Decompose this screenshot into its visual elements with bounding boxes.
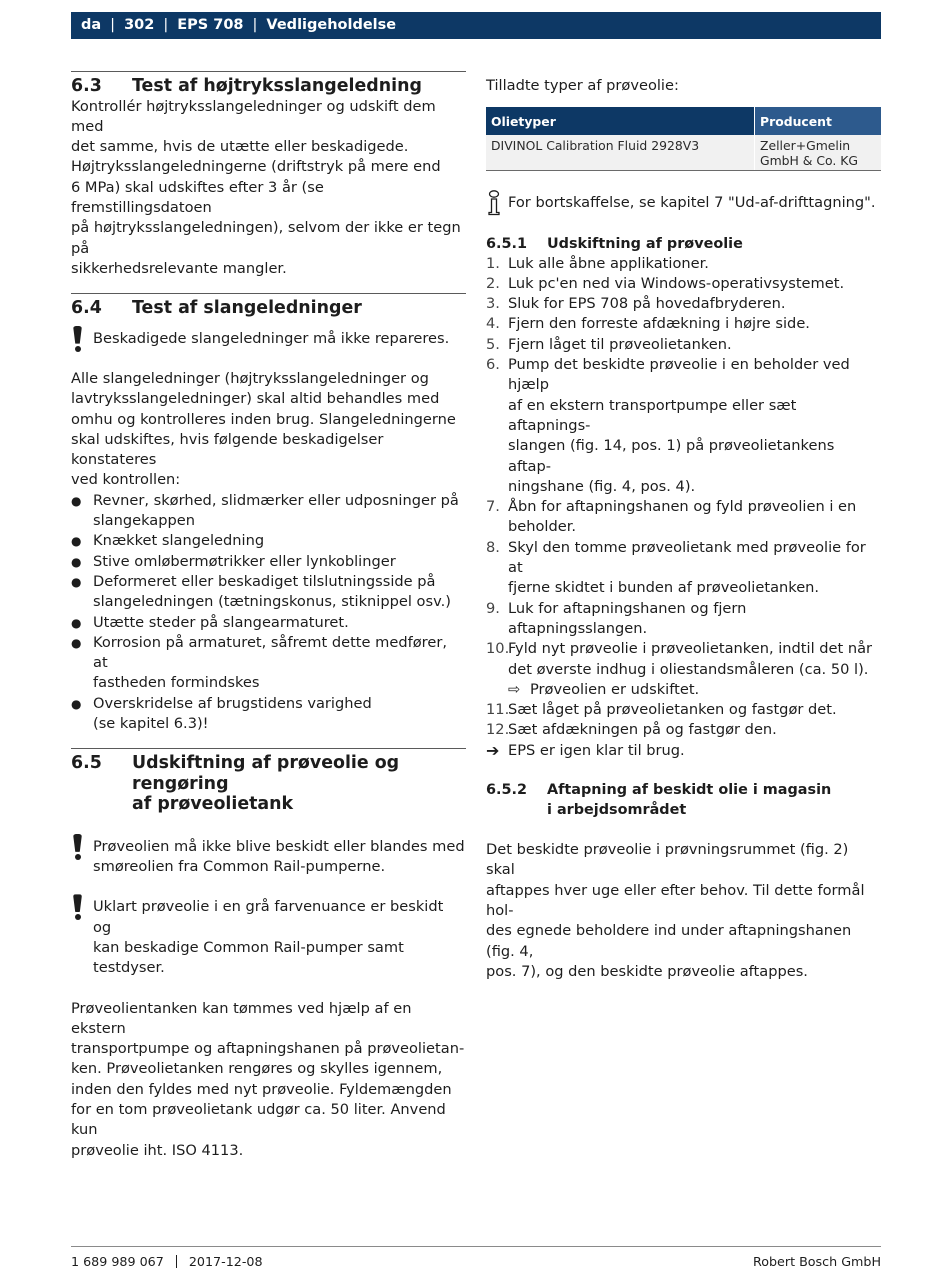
list-item: 6. Pump det beskidte prøveolie i en beholder ved hjælp af en ekstern transportpumpe eller sæt aftapnings- slangen (fig. 14, pos. 1) på prøveolietankens aftap- ningshane (fig. 4, pos. 4). [486, 356, 850, 495]
section-6-4-rule [71, 293, 466, 294]
header-page-number: 302 [124, 17, 155, 33]
section-number: 6.5.2 [486, 782, 527, 799]
text-line: inden den fyldes med nyt prøveolie. Fyldemængden [71, 1080, 452, 1098]
section-number: 6.4 [71, 298, 102, 319]
warning-exclamation-icon [71, 897, 93, 917]
text-line: transportpumpe og aftapningshanen på prøveolietan- [71, 1040, 465, 1058]
section-6-4-heading [71, 298, 466, 319]
section-6-5-2-paragraph [486, 840, 881, 982]
text-line: ved kontrollen: [71, 471, 181, 489]
page-footer [71, 1253, 881, 1271]
section-6-5-paragraph [71, 999, 466, 1161]
section-6-3-paragraph [71, 97, 466, 280]
table-row [486, 135, 881, 171]
list-item: ● Korrosion på armaturet, såfremt dette medfører, at fastheden formindskes [71, 633, 447, 692]
oil-replacement-steps [486, 254, 881, 680]
warning-note [71, 329, 466, 349]
warning-text: Prøveolien må ikke blive beskidt eller blandes med smøreolien fra Common Rail-pumperne. [93, 837, 465, 876]
text-line: Højtryksslangeledningerne (driftstryk på mere end [71, 158, 441, 176]
list-item: 3. Sluk for EPS 708 på hovedafbryderen. [486, 295, 786, 313]
info-note [486, 193, 881, 213]
list-item: 12. Sæt afdækningen på og fastgør den. [486, 721, 777, 739]
result-text: Prøveolien er udskiftet. [530, 680, 700, 698]
section-6-4-paragraph [71, 369, 466, 491]
section-6-5-2-heading [486, 780, 881, 820]
final-result-text: EPS er igen klar til brug. [508, 741, 685, 759]
text-line: Prøveolientanken kan tømmes ved hjælp af en ekstern [71, 999, 412, 1037]
list-item: ● Deformeret eller beskadiget tilslutningsside på slangeledningen (tætningskonus, stiknippel osv.) [71, 572, 451, 611]
final-result [486, 741, 881, 761]
text-line: prøveolie iht. ISO 4113. [71, 1141, 244, 1159]
warning-exclamation-icon [71, 329, 93, 349]
footer-document-number: 1 689 989 067 [71, 1254, 164, 1269]
header-section: Vedligeholdelse [266, 17, 397, 33]
text-line: omhu og kontrolleres inden brug. Slangeledningerne [71, 410, 456, 428]
section-number: 6.3 [71, 76, 102, 96]
list-item: 7. Åbn for aftapningshanen og fyld prøveolien i en beholder. [486, 498, 857, 536]
section-6-5-1-heading [486, 234, 881, 254]
section-title: Aftapning af beskidt olie i magasin i arbejdsområdet [547, 782, 832, 819]
header-language: da [81, 17, 102, 33]
list-item: 2. Luk pc'en ned via Windows-operativsystemet. [486, 274, 845, 292]
result-arrow-icon: ⇨ [508, 680, 521, 698]
section-number: 6.5 [71, 753, 102, 774]
warning-exclamation-icon [71, 837, 93, 857]
table-header-oil-type: Olietyper [486, 107, 755, 135]
list-item: ● Knækket slangeledning [71, 532, 265, 550]
section-title: Test af højtryksslangeledning [132, 76, 422, 96]
warning-text: Beskadigede slangeledninger må ikke repareres. [93, 329, 450, 347]
table-header-producer: Producent [755, 107, 882, 135]
section-6-3-heading [71, 76, 466, 97]
text-line: for en tom prøveolietank udgør ca. 50 liter. Anvend kun [71, 1101, 446, 1139]
text-line: sikkerhedsrelevante mangler. [71, 259, 287, 277]
text-line: på højtryksslangeledningen), selvom der ikke er tegn på [71, 219, 461, 257]
list-item: 1. Luk alle åbne applikationer. [486, 254, 709, 272]
section-title: Test af slangeledninger [132, 298, 362, 319]
text-line: 6 MPa) skal udskiftes efter 3 år (se fremstillingsdatoen [71, 178, 324, 216]
warning-text: Uklart prøveolie i en grå farvenuance er beskidt og kan beskadige Common Rail-pumper samt testdyser. [93, 898, 444, 977]
right-arrow-icon: ➔ [486, 740, 500, 760]
list-item: 10. Fyld nyt prøveolie i prøveolietanken, indtil det når det øverste indhug i oliestandsmåleren (ca. 50 l). [486, 640, 873, 678]
list-item: ● Revner, skørhed, slidmærker eller udposninger på slangekappen [71, 491, 459, 530]
text-line: det samme, hvis de utætte eller beskadigede. [71, 138, 409, 156]
list-item: ● Overskridelse af brugstidens varighed (se kapitel 6.3)! [71, 694, 372, 733]
list-item: 4. Fjern den forreste afdækning i højre side. [486, 315, 810, 333]
text-line: aftappes hver uge eller efter behov. Til dette formål hol- [486, 881, 865, 919]
left-column [71, 71, 466, 1161]
text-line: Alle slangeledninger (højtryksslangeledninger og [71, 369, 429, 387]
section-6-5-heading [71, 753, 466, 815]
text-line: Det beskidte prøveolie i prøvningsrummet (fig. 2) skal [486, 841, 849, 879]
step-result [486, 680, 881, 700]
footer-rule [71, 1246, 881, 1247]
page-header-bar: da | 302 | EPS 708 | Vedligeholdelse [71, 12, 881, 39]
table-cell-producer: Zeller+Gmelin GmbH & Co. KG [755, 135, 882, 171]
info-icon [486, 193, 508, 213]
warning-note [71, 897, 466, 978]
list-item: 9. Luk for aftapningshanen og fjern aftapningsslangen. [486, 599, 747, 637]
footer-date: 2017-12-08 [188, 1254, 263, 1269]
damage-bullet-list [71, 491, 466, 735]
section-title: Udskiftning af prøveolie og rengøring af prøveolietank [132, 753, 400, 815]
text-line: ken. Prøveolietanken rengøres og skylles igennem, [71, 1060, 443, 1078]
info-text: For bortskaffelse, se kapitel 7 "Ud-af-drifttagning". [508, 194, 876, 212]
oil-types-intro: Tilladte typer af prøveolie: [486, 77, 679, 94]
section-6-5-rule [71, 748, 466, 749]
section-title: Udskiftning af prøveolie [547, 235, 743, 252]
text-line: lavtryksslangeledninger) skal altid behandles med [71, 390, 440, 408]
warning-note [71, 837, 466, 878]
list-item: 11. Sæt låget på prøveolietanken og fastgør det. [486, 701, 837, 719]
section-number: 6.5.1 [486, 235, 527, 252]
list-item: 8. Skyl den tomme prøveolietank med prøveolie for at fjerne skidtet i bunden af prøveolietanken. [486, 538, 866, 597]
oil-replacement-steps-continued [486, 700, 881, 741]
text-line: pos. 7), og den beskidte prøveolie aftappes. [486, 962, 808, 980]
text-line: des egnede beholdere ind under aftapningshanen (fig. 4, [486, 922, 852, 960]
header-product: EPS 708 [177, 17, 244, 33]
list-item: 5. Fjern låget til prøveolietanken. [486, 335, 732, 353]
oil-types-table [486, 107, 881, 171]
text-line: skal udskiftes, hvis følgende beskadigelser konstateres [71, 430, 384, 469]
section-6-3-rule [71, 71, 466, 72]
list-item: ● Stive omløbermøtrikker eller lynkoblinger [71, 552, 396, 570]
right-column [486, 76, 881, 982]
footer-separator [176, 1255, 177, 1268]
list-item: ● Utætte steder på slangearmaturet. [71, 613, 349, 631]
footer-company: Robert Bosch GmbH [752, 1254, 881, 1269]
text-line: Kontrollér højtryksslangeledninger og udskift dem med [71, 97, 436, 135]
table-cell-oil-type: DIVINOL Calibration Fluid 2928V3 [486, 135, 755, 171]
